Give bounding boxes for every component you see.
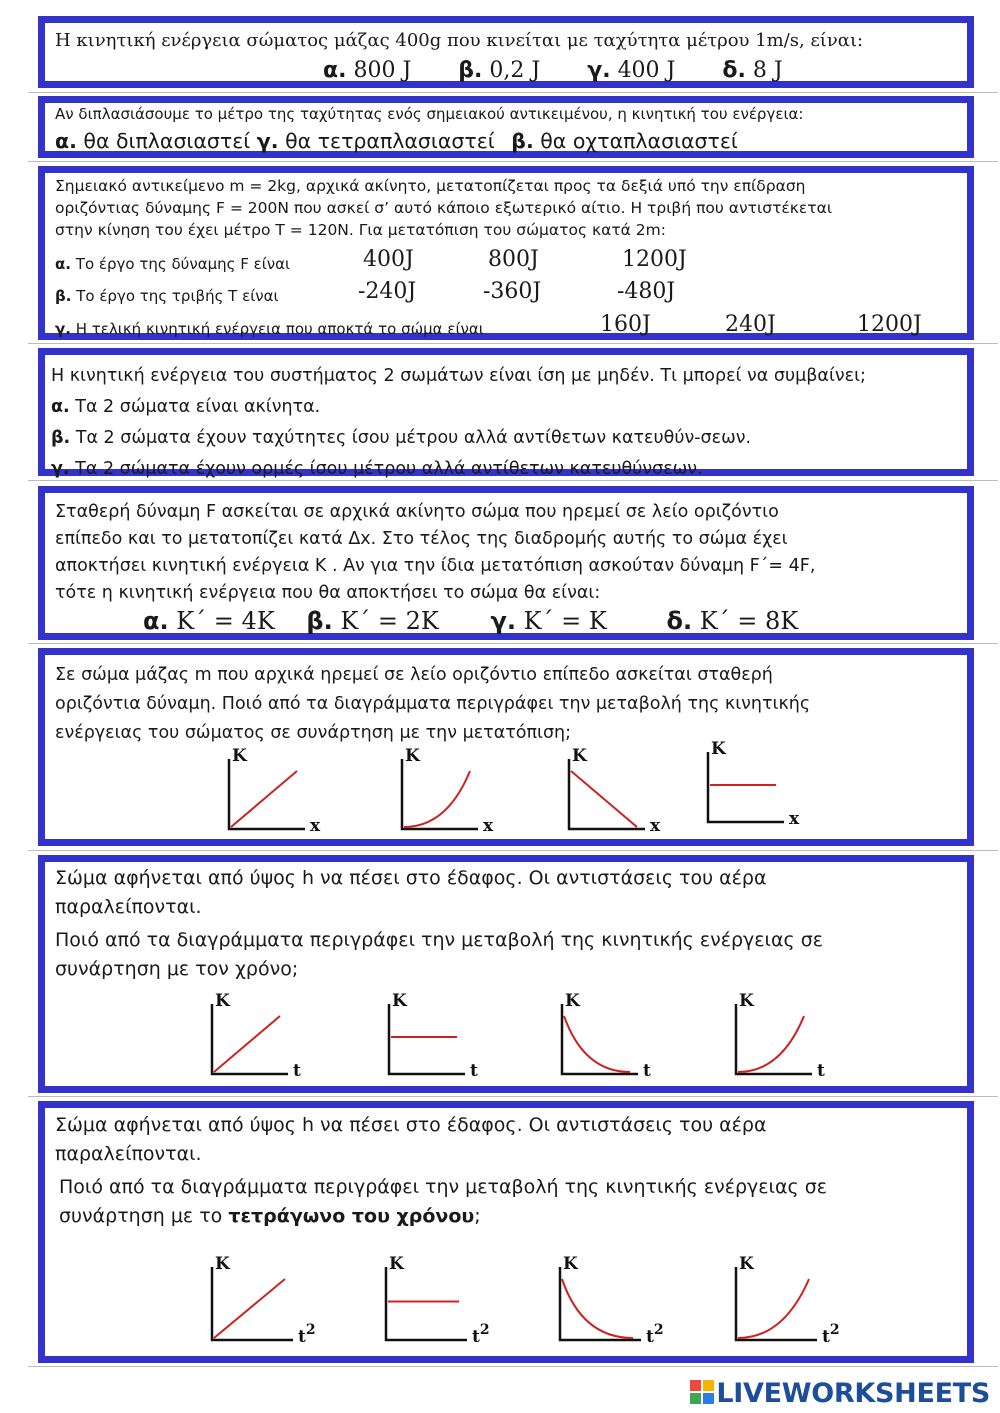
options-row	[323, 58, 783, 83]
answer-value[interactable]: 1200J	[857, 312, 922, 337]
option-b[interactable]: β. K΄ = 2K	[306, 607, 439, 635]
y-axis-label: K	[739, 991, 754, 1011]
question-5	[38, 486, 974, 640]
subquestion-c: γ. Η τελική κινητική ενέργεια που αποκτά το σώμα είναι	[55, 320, 484, 338]
x-axis-label: t	[293, 1061, 301, 1081]
options-row	[55, 129, 738, 153]
question-text: Σταθερή δύναμη F ασκείται σε αρχικά ακίνητο σώμα που ηρεμεί σε λείο οριζόντιο επίπεδο και το μετατοπίζει κατά Δx. Στο τέλος της διαδρομής αυτής το σώμα έχει αποκτήσει κινητική ενέργεια K . Αν για την ίδια μετατόπιση ασκούταν δύναμη F΄= 4F, τότε η κινητική ενέργεια που θα αποκτήσει το σώμα θα είναι:	[55, 502, 816, 603]
question-3	[38, 166, 974, 340]
y-axis-label: K	[572, 746, 587, 766]
graph-axes	[736, 1267, 817, 1340]
option-c[interactable]: γ. θα τετραπλασιαστεί	[256, 129, 495, 153]
y-axis-label: K	[711, 739, 726, 759]
option-c[interactable]: γ. 400 J	[587, 58, 676, 83]
answer-value[interactable]: -360J	[483, 279, 542, 304]
graph-curve	[562, 1279, 633, 1338]
logo-icon	[690, 1380, 714, 1404]
option-b[interactable]: β. Τα 2 σώματα έχουν ταχύτητες ίσου μέτρου αλλά αντίθετων κατευθύν-σεων.	[51, 428, 752, 448]
x-axis-label: x	[789, 809, 800, 829]
y-axis-label: K	[565, 991, 580, 1011]
y-axis-label: K	[739, 1254, 754, 1274]
subquestion-b: β. Το έργο της τριβής T είναι	[55, 287, 279, 305]
graph-curve	[571, 771, 637, 827]
x-axis-label: x	[483, 816, 494, 836]
x-axis-label: x	[310, 816, 321, 836]
y-axis-label: K	[405, 746, 420, 766]
graph-q7-3[interactable]	[548, 990, 668, 1082]
y-axis-label: K	[392, 991, 407, 1011]
graph-q6-1[interactable]	[215, 745, 335, 837]
answer-value[interactable]: 240J	[725, 312, 776, 337]
question-text: Η κινητική ενέργεια του συστήματος 2 σωμάτων είναι ίση με μηδέν. Τι μπορεί να συμβαίνει; α. Τα 2 σώματα είναι ακίνητα. β. Τα 2 σώματα έχουν ταχύτητες ίσου μέτρου αλλά αντίθετων κατευθύν-σεων. γ. Τα 2 σώματα έχουν ορμές ίσου μέτρου αλλά αντίθετων κατευθύνσεων.	[51, 361, 961, 485]
liveworksheets-logo: LIVEWORKSHEETS	[690, 1378, 990, 1409]
graph-curve	[231, 771, 297, 827]
divider	[28, 850, 998, 851]
graph-curve	[738, 1016, 804, 1072]
graph-curve	[214, 1016, 280, 1072]
graph-q8-3[interactable]	[546, 1253, 671, 1348]
divider	[28, 643, 998, 644]
graph-q8-1[interactable]	[198, 1253, 323, 1348]
graph-axes	[389, 1004, 465, 1074]
x-axis-label: $t^2$	[822, 1322, 840, 1347]
answer-value[interactable]: 800J	[488, 247, 539, 272]
graph-axes	[736, 1004, 812, 1074]
graph-axes	[386, 1267, 467, 1340]
question-text: Σημειακό αντικείμενο m = 2kg, αρχικά ακίνητο, μετατοπίζεται προς τα δεξιά υπό την επίδραση οριζόντιας δύναμης F = 200N που ασκεί σ’ αυτό κάποιο εξωτερικό αίτιο. Η τριβή που αντιστέκεται στην κίνηση του έχει μέτρο T = 120N. Για μετατόπιση του σώματος κατά 2m:	[55, 177, 833, 239]
y-axis-label: K	[389, 1254, 404, 1274]
option-c[interactable]: γ. Τα 2 σώματα έχουν ορμές ίσου μέτρου αλλά αντίθετων κατευθύνσεων.	[51, 459, 703, 479]
graph-q6-2[interactable]	[388, 745, 508, 837]
divider	[28, 92, 998, 93]
divider	[28, 343, 998, 344]
question-2	[38, 96, 974, 158]
x-axis-label: $t^2$	[646, 1322, 664, 1347]
x-axis-label: t	[817, 1061, 825, 1081]
question-text: Σώμα αφήνεται από ύψος h να πέσει στο έδαφος. Οι αντιστάσεις του αέρα παραλείπονται. Ποιό από τα διαγράμματα περιγράφει την μεταβολή της κινητικής ενέργειας σε συνάρτηση με τον χρόνο;	[55, 867, 824, 980]
question-text: Σε σώμα μάζας m που αρχικά ηρεμεί σε λείο οριζόντιο επίπεδο ασκείται σταθερή οριζόντια δύναμη. Ποιό από τα διαγράμματα περιγράφει την μεταβολή της κινητικής ενέργειας του σώματος σε συνάρτηση με την μετατόπιση;	[55, 665, 811, 743]
question-text: Σώμα αφήνεται από ύψος h να πέσει στο έδαφος. Οι αντιστάσεις του αέρα παραλείπονται. Ποιό από τα διαγράμματα περιγράφει την μεταβολή της κινητικής ενέργειας σε συνάρτηση με το τετράγωνο του χρόνου;	[55, 1114, 828, 1227]
graph-q7-1[interactable]	[198, 990, 318, 1082]
divider	[28, 1366, 998, 1367]
option-d[interactable]: δ. 8 J	[722, 58, 783, 83]
question-text: Η κινητική ενέργεια σώματος μάζας 400g που κινείται με ταχύτητα μέτρου 1m/s, είναι:	[55, 30, 864, 51]
x-axis-label: t	[643, 1061, 651, 1081]
subquestion-a: α. Το έργο της δύναμης F είναι	[55, 255, 291, 273]
graph-q6-3[interactable]	[555, 745, 675, 837]
answer-value[interactable]: -480J	[617, 279, 676, 304]
answer-value[interactable]: -240J	[358, 279, 417, 304]
graph-q8-2[interactable]	[372, 1253, 497, 1348]
graph-curve	[564, 1016, 630, 1072]
option-c[interactable]: γ. K΄ = K	[490, 607, 607, 635]
option-a[interactable]: α. Τα 2 σώματα είναι ακίνητα.	[51, 397, 321, 417]
question-4	[38, 348, 974, 479]
divider	[28, 1096, 998, 1097]
graph-curve	[738, 1279, 809, 1338]
divider	[28, 161, 998, 162]
y-axis-label: K	[563, 1254, 578, 1274]
option-a[interactable]: α. 800 J	[323, 58, 412, 83]
answer-value[interactable]: 160J	[600, 312, 651, 337]
question-1	[38, 16, 974, 88]
answer-value[interactable]: 400J	[363, 247, 414, 272]
option-b[interactable]: β. 0,2 J	[458, 58, 541, 83]
x-axis-label: t	[470, 1061, 478, 1081]
graph-q6-4[interactable]	[694, 738, 814, 830]
options-row	[143, 607, 798, 635]
graph-curve	[214, 1279, 285, 1338]
graph-axes	[402, 759, 478, 829]
option-d[interactable]: δ. K΄ = 8K	[666, 607, 799, 635]
y-axis-label: K	[215, 1254, 230, 1274]
x-axis-label: $t^2$	[472, 1322, 490, 1347]
x-axis-label: x	[650, 816, 661, 836]
y-axis-label: K	[232, 746, 247, 766]
graph-q8-4[interactable]	[722, 1253, 847, 1348]
question-text: Αν διπλασιάσουμε το μέτρο της ταχύτητας ενός σημειακού αντικειμένου, η κινητική του ενέργεια:	[55, 105, 804, 123]
graph-axes	[569, 759, 645, 829]
answer-value[interactable]: 1200J	[622, 247, 687, 272]
option-a[interactable]: α. θα διπλασιαστεί	[55, 129, 251, 153]
x-axis-label: $t^2$	[298, 1322, 316, 1347]
option-a[interactable]: α. K΄ = 4K	[143, 607, 275, 635]
y-axis-label: K	[215, 991, 230, 1011]
graph-q7-4[interactable]	[722, 990, 842, 1082]
graph-q7-2[interactable]	[375, 990, 495, 1082]
graph-axes	[708, 752, 784, 822]
graph-curve	[404, 771, 470, 827]
option-b[interactable]: β. θα οχταπλασιαστεί	[511, 129, 738, 153]
